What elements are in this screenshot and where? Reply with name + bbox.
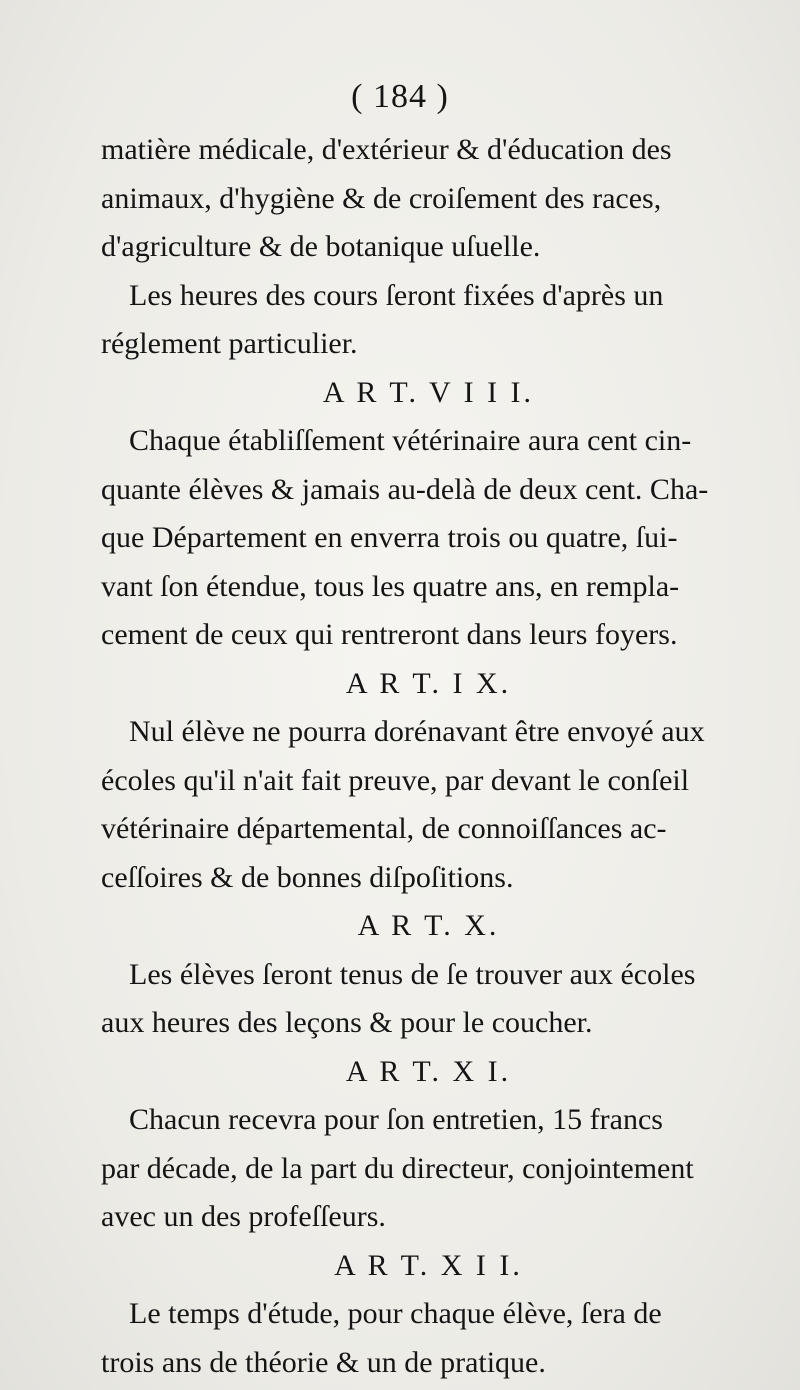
article-12-text: Le temps d'étude, pour chaque élève, ſera de trois ans de théorie & un de pratique. — [101, 1297, 662, 1379]
article-9-heading: A R T. I X. — [345, 666, 512, 700]
article-9-text: Nul élève ne pourra dorénavant être envoyé aux écoles qu'il n'ait fait preuve, par devant le conſeil vétérinaire départemental, de connoiſſances ac- ceſſoires & de bonnes diſpoſitions. — [101, 715, 705, 894]
page-number: ( 184 ) — [351, 78, 449, 115]
paragraph-hours: Les heures des cours ſeront fixées d'après un réglement particulier. — [101, 278, 664, 360]
article-11-heading: A R T. X I. — [345, 1054, 512, 1088]
article-10-text: Les élèves ſeront tenus de ſe trouver aux écoles aux heures des leçons & pour le coucher. — [101, 957, 696, 1039]
article-8-text: Chaque établiſſement vétérinaire aura cent cin- quante élèves & jamais au-delà de deux cent. Cha- que Département en enverra trois ou quatre, ſui- vant ſon étendue, tous les quatre ans, en rempla- cement de ceux qui rentreront dans leurs foyers. — [101, 424, 709, 651]
paragraph-continuation: matière médicale, d'extérieur & d'éducation des animaux, d'hygiène & de croiſement des races, d'agriculture & de botanique uſuelle. — [101, 133, 672, 263]
article-10-heading: A R T. X. — [357, 909, 500, 942]
article-11-text: Chacun recevra pour ſon entretien, 15 francs par décade, de la part du directeur, conjointement avec un des profeſſeurs. — [101, 1103, 694, 1233]
article-12-heading: A R T. X I I. — [334, 1248, 523, 1282]
page-text — [101, 126, 716, 1387]
article-8-heading: A R T. V I I I. — [322, 375, 535, 409]
